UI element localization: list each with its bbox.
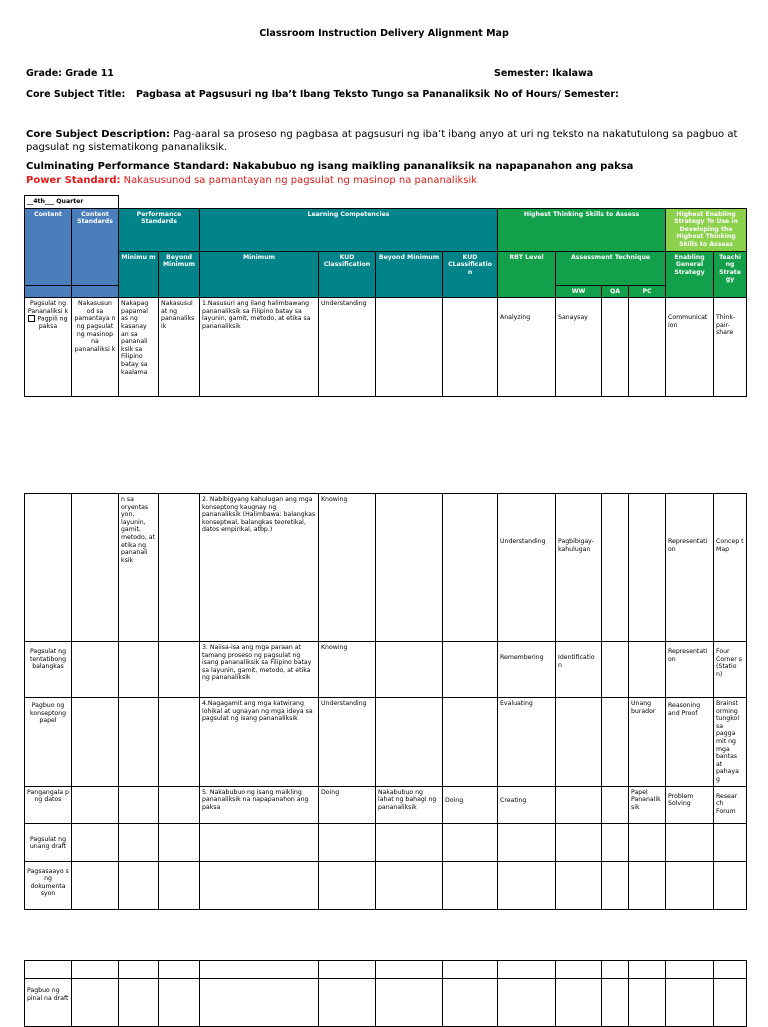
row7-pc: [629, 861, 666, 909]
row7-qa: [602, 861, 629, 909]
row3-content-standards: [72, 642, 119, 698]
row5-ps-minimum: [119, 786, 159, 823]
table-2-body: [25, 494, 747, 910]
row5-content-standards: [72, 786, 119, 823]
row1-ps-beyond: Nakasusul at ng pananaliks ik: [159, 298, 200, 397]
row7-teaching: [714, 861, 747, 909]
table-3-body: [25, 961, 747, 1027]
row6-ww: [556, 823, 602, 861]
table-row: [25, 979, 747, 1027]
row4-content: Pagbuo ng konseptong papel: [25, 698, 72, 787]
table-cell: [159, 979, 200, 1027]
row4-pc: Unang burador: [629, 698, 666, 787]
culminating-value: Nakabubuo ng isang maikling pananaliksik na napapanahon ang paksa: [232, 161, 634, 172]
col-kud-2: KUD CLassificatio n: [443, 251, 498, 298]
culminating-label: Culminating Performance Standard:: [26, 161, 230, 172]
table-cell: [629, 979, 666, 1027]
table-row: [25, 961, 747, 979]
col-learning-competencies: Learning Competencies: [200, 208, 498, 251]
row7-ps-beyond: [159, 861, 200, 909]
col-pc: PC: [629, 285, 666, 298]
table-cell: [666, 961, 714, 979]
row5-enabling: Problem Solving: [666, 786, 714, 823]
col-ps-minimum: Minimu m: [119, 251, 159, 298]
row7-content-standards: [72, 861, 119, 909]
desc-label: Core Subject Description:: [26, 129, 170, 140]
row1-ps-minimum: Nakapag papamal as ng kasanay an sa pananali ksik sa Filipino batay sa kaalama: [119, 298, 159, 397]
hours-label: No of Hours/ Semester:: [494, 89, 619, 100]
row4-qa: [602, 698, 629, 787]
table-cell: [443, 961, 498, 979]
table-cell: [159, 961, 200, 979]
row5-pc: Papel Pananalik sik: [629, 786, 666, 823]
col-lc-minimum: Minimum: [200, 251, 319, 298]
row7-kud1: [319, 861, 376, 909]
row2-teaching: Concep t Map: [714, 494, 747, 642]
row5-lc-beyond: Nakabubuo ng lahat ng bahagi ng pananaliksik: [376, 786, 443, 823]
col-enabling-general: Enabling General Strategy: [666, 251, 714, 298]
table-cell: [119, 979, 159, 1027]
row2-qa: [602, 494, 629, 642]
row-content: Pagbuo ng pinal na draft: [25, 979, 72, 1027]
row3-lc-beyond: [376, 642, 443, 698]
grade-label: Grade:: [26, 68, 62, 79]
core-title-value: Pagbasa at Pagsusuri ng Iba’t Ibang Teksto Tungo sa Pananaliksik: [136, 89, 490, 100]
semester-line: [494, 68, 593, 79]
col-content: Content: [25, 208, 72, 285]
row7-lc-beyond: [376, 861, 443, 909]
row3-kud1: Knowing: [319, 642, 376, 698]
row5-kud1: Doing: [319, 786, 376, 823]
row3-content: Pagsulat ng tentatibong balangkas: [25, 642, 72, 698]
row4-enabling: Reasoning and Proof: [666, 698, 714, 787]
row5-kud2: Doing: [443, 786, 498, 823]
table-cell: [498, 979, 556, 1027]
row5-teaching: Resear ch Forum: [714, 786, 747, 823]
table-row: [25, 298, 747, 397]
row6-rbt: [498, 823, 556, 861]
table-cell: [72, 961, 119, 979]
grade-value: Grade 11: [65, 68, 114, 79]
row5-ww: [556, 786, 602, 823]
table-cell: [498, 961, 556, 979]
row5-lc-minimum: 5. Nakabubuo ng isang maikling pananaliksik na napapanahon ang paksa: [200, 786, 319, 823]
document-title: Classroom Instruction Delivery Alignment Map: [259, 28, 509, 39]
col-assessment-technique: Assessment Technique: [556, 251, 666, 285]
row1-ww: Sanaysay: [556, 298, 602, 397]
col-content-standards: Content Standards: [72, 208, 119, 285]
table-cell: [319, 979, 376, 1027]
row4-content-standards: [72, 698, 119, 787]
row2-lc-minimum: 2. Nabibigyang kahulugan ang mga konseptong kaugnay ng pananaliksik (Halimbawa: balangkas konseptwal, balangkas teoretikal, datos empirikal, atbp.): [200, 494, 319, 642]
checkbox-icon: [28, 315, 35, 322]
table-cell: [200, 961, 319, 979]
row6-ps-beyond: [159, 823, 200, 861]
row7-content: Pagsasaayo s ng dokumenta syon: [25, 861, 72, 909]
row2-ww: Pagbibigay-kahulugan: [556, 494, 602, 642]
power-standard: [26, 175, 477, 186]
row3-ps-beyond: [159, 642, 200, 698]
row7-ww: [556, 861, 602, 909]
table-cell: [629, 961, 666, 979]
row3-ww: Identificatio n: [556, 642, 602, 698]
row3-lc-minimum: 3. Naiisa-isa ang mga paraan at tamang proseso ng pagsulat ng isang pananaliksik sa Filipino batay sa layunin, gamit, metodo, at etika ng pananaliksik: [200, 642, 319, 698]
semester-value: Ikalawa: [552, 68, 594, 79]
row6-teaching: [714, 823, 747, 861]
table-cell: [556, 979, 602, 1027]
row1-lc-minimum: 1.Nasusuri ang ilang halimbawang pananaliksik sa Filipino batay sa layunin, gamit, metodo, at etika sa pananaliksik: [200, 298, 319, 397]
culminating-standard: [26, 161, 633, 172]
row4-ps-minimum: [119, 698, 159, 787]
core-description: [26, 128, 746, 154]
col-kud-1: KUD Classification: [319, 251, 376, 298]
row2-enabling: Representati on: [666, 494, 714, 642]
col-qa: QA: [602, 285, 629, 298]
table-cell: [556, 961, 602, 979]
alignment-table-1: [24, 195, 747, 397]
row2-lc-beyond: [376, 494, 443, 642]
row6-pc: [629, 823, 666, 861]
row6-content-standards: [72, 823, 119, 861]
row6-kud2: [443, 823, 498, 861]
row2-pc: [629, 494, 666, 642]
table-cell: [714, 979, 747, 1027]
core-title-label: Core Subject Title:: [26, 89, 126, 100]
col-highest-enabling: Highest Enabling Strategy To Use in Developing the Highest Thinking Skills to Assess: [666, 208, 747, 251]
table-row: [25, 786, 747, 823]
alignment-table-2: [24, 493, 747, 910]
table-cell: [119, 961, 159, 979]
row5-content: Pangangala p ng datos: [25, 786, 72, 823]
col-rbt-level: RBT Level: [498, 251, 556, 298]
row1-kud1: Understanding: [319, 298, 376, 397]
table-row: [25, 861, 747, 909]
row2-rbt: Understanding: [498, 494, 556, 642]
table-cell: [376, 979, 443, 1027]
row6-kud1: [319, 823, 376, 861]
table-cell: [376, 961, 443, 979]
quarter-label: __4th___ Quarter: [25, 196, 119, 209]
row4-ps-beyond: [159, 698, 200, 787]
col-highest-thinking: Highest Thinking Skills to Assess: [498, 208, 666, 251]
col-lc-beyond: Beyond Minimum: [376, 251, 443, 298]
row3-ps-minimum: [119, 642, 159, 698]
row1-content: Pagsulat ng Pananaliksi k Pagpili ng paksa: [25, 298, 72, 397]
grade-line: [26, 68, 114, 79]
row6-lc-minimum: [200, 823, 319, 861]
row3-kud2: [443, 642, 498, 698]
table-cell: [72, 979, 119, 1027]
power-label: Power Standard:: [26, 175, 121, 186]
table-row: [25, 698, 747, 787]
row2-kud1: Knowing: [319, 494, 376, 642]
semester-label: Semester:: [494, 68, 549, 79]
table-cell: [714, 961, 747, 979]
desc-value: Pag-aaral sa proseso ng pagbasa at pagsusuri ng iba’t ibang anyo at uri ng teksto na nakatutulong sa pagbuo at pagsulat ng sistematikong pananaliksik.: [26, 129, 738, 153]
row2-ps-beyond: [159, 494, 200, 642]
table-row: [25, 494, 747, 642]
row4-kud1: Understanding: [319, 698, 376, 787]
table-cell: [666, 979, 714, 1027]
row1-teaching: Think-pair-share: [714, 298, 747, 397]
row1-rbt: Analyzing: [498, 298, 556, 397]
row7-lc-minimum: [200, 861, 319, 909]
row4-rbt: Evaluating: [498, 698, 556, 787]
row7-ps-minimum: [119, 861, 159, 909]
col-teaching-strategy: Teachi ng Strate gy: [714, 251, 747, 298]
table-cell: [200, 979, 319, 1027]
row7-kud2: [443, 861, 498, 909]
power-value: Nakasusunod sa pamantayan ng pagsulat ng masinop na pananaliksik: [123, 175, 478, 186]
table-cell: [319, 961, 376, 979]
row6-qa: [602, 823, 629, 861]
row3-qa: [602, 642, 629, 698]
row5-rbt: Creating: [498, 786, 556, 823]
row2-content: [25, 494, 72, 642]
col-ww: WW: [556, 285, 602, 298]
row7-rbt: [498, 861, 556, 909]
row3-teaching: Four Corner s (Statio n): [714, 642, 747, 698]
table-row: [25, 642, 747, 698]
row-content: [25, 961, 72, 979]
row2-kud2: [443, 494, 498, 642]
row2-content-standards: [72, 494, 119, 642]
row3-rbt: Remembering: [498, 642, 556, 698]
alignment-table-3: [24, 960, 747, 1027]
row4-lc-beyond: [376, 698, 443, 787]
table-cell: [443, 979, 498, 1027]
row6-enabling: [666, 823, 714, 861]
table-row: [25, 823, 747, 861]
table-cell: [602, 979, 629, 1027]
row6-content: Pagsulat ng unang draft: [25, 823, 72, 861]
row4-teaching: Brainst orming tungkol sa pagga mit ng mga bantas at pahaya g: [714, 698, 747, 787]
row7-enabling: [666, 861, 714, 909]
row5-qa: [602, 786, 629, 823]
row1-enabling: Communicat ion: [666, 298, 714, 397]
row4-ww: [556, 698, 602, 787]
row4-kud2: [443, 698, 498, 787]
row6-lc-beyond: [376, 823, 443, 861]
row6-ps-minimum: [119, 823, 159, 861]
table-cell: [602, 961, 629, 979]
row4-lc-minimum: 4.Nagagamit ang mga katwirang lohikal at ugnayan ng mga ideya sa pagsulat ng isang pananaliksik: [200, 698, 319, 787]
row2-ps-minimum: n sa oryentas yon, layunin, gamit, metodo, at etika ng pananali ksik: [119, 494, 159, 642]
col-ps-beyond: Beyond Minimum: [159, 251, 200, 298]
col-performance-standards: Performance Standards: [119, 208, 200, 251]
row5-ps-beyond: [159, 786, 200, 823]
row1-content-standards: Nakasusun od sa pamantaya n ng pagsulat ng masinop na pananaliksi k: [72, 298, 119, 397]
row3-enabling: Representati on: [666, 642, 714, 698]
row3-pc: [629, 642, 666, 698]
